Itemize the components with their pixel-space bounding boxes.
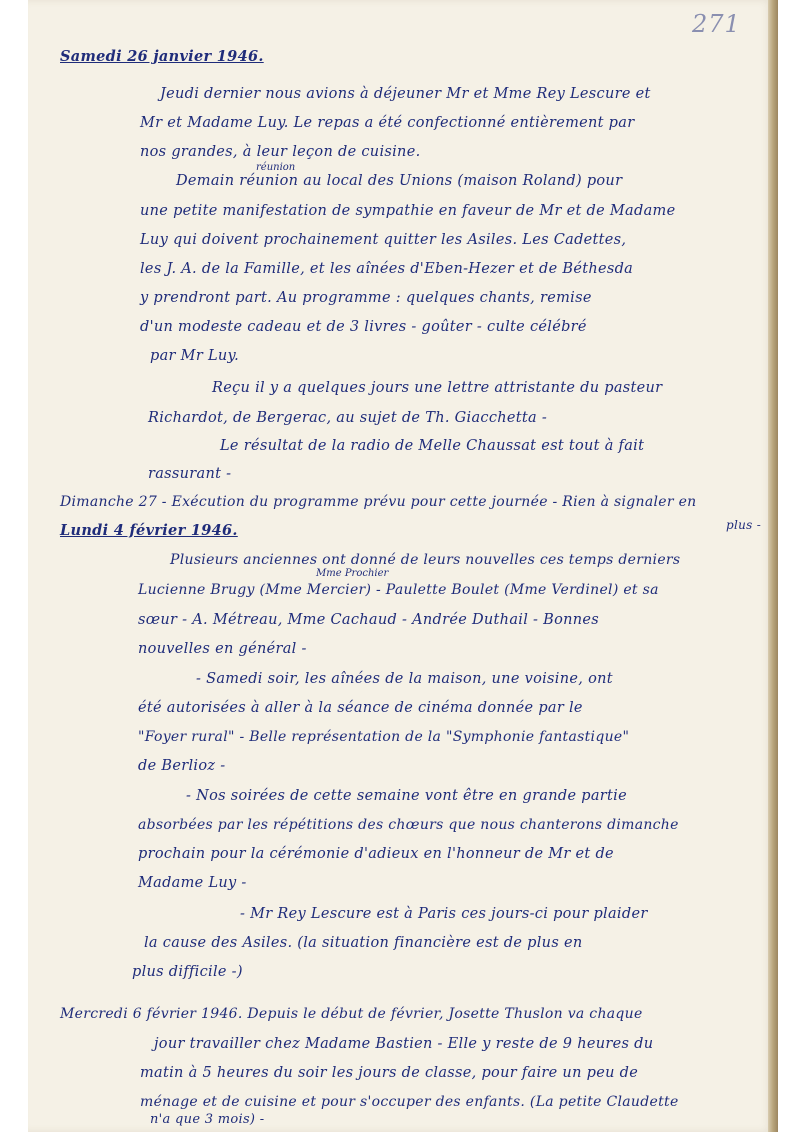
text-line: Richardot, de Bergerac, au sujet de Th. Giacchetta -: [148, 410, 548, 426]
text-line: Mr et Madame Luy. Le repas a été confectionné entièrement par: [140, 115, 635, 131]
text-line: une petite manifestation de sympathie en faveur de Mr et de Madame: [140, 203, 676, 219]
text-line: sœur - A. Métreau, Mme Cachaud - Andrée Duthail - Bonnes: [138, 612, 600, 628]
text-line: - Samedi soir, les aînées de la maison, une voisine, ont: [196, 671, 613, 687]
text-line: nos grandes, à leur leçon de cuisine.: [140, 144, 421, 160]
page-number: 271: [692, 10, 741, 38]
text-line: plus -: [726, 518, 762, 532]
text-line: matin à 5 heures du soir les jours de classe, pour faire un peu de: [140, 1065, 639, 1081]
entry-date-samedi: Samedi 26 janvier 1946.: [60, 48, 264, 65]
outer-margin: [778, 0, 800, 1132]
text-line: jour travailler chez Madame Bastien - Elle y reste de 9 heures du: [154, 1036, 654, 1052]
page-binding: [768, 0, 778, 1132]
text-line: Luy qui doivent prochainement quitter les Asiles. Les Cadettes,: [140, 232, 627, 248]
insertion-note: Mme Prochier: [316, 568, 389, 579]
text-line: n'a que 3 mois) -: [150, 1112, 265, 1127]
text-line: les J. A. de la Famille, et les aînées d'Eben-Hezer et de Béthesda: [140, 261, 634, 277]
text-line: Demain réunion au local des Unions (maison Roland) pour: [176, 173, 623, 189]
text-line: nouvelles en général -: [138, 641, 307, 657]
entry-date-mercredi: Mercredi 6 février 1946. Depuis le début de février, Josette Thuslon va chaque: [60, 1006, 643, 1022]
text-line: été autorisées à aller à la séance de cinéma donnée par le: [138, 700, 583, 716]
entry-date-lundi: Lundi 4 février 1946.: [60, 522, 238, 539]
text-line: Le résultat de la radio de Melle Chaussat est tout à fait: [220, 438, 645, 454]
text-line: Plusieurs anciennes ont donné de leurs nouvelles ces temps derniers: [170, 552, 681, 568]
text-line: absorbées par les répétitions des chœurs que nous chanterons dimanche: [138, 817, 679, 833]
text-line: Lucienne Brugy (Mme Mercier) - Paulette Boulet (Mme Verdinel) et sa: [138, 582, 659, 598]
text-line: la cause des Asiles. (la situation financière est de plus en: [144, 935, 583, 951]
text-line: de Berlioz -: [138, 758, 226, 774]
text-line: ménage et de cuisine et pour s'occuper des enfants. (La petite Claudette: [140, 1094, 679, 1110]
text-line: - Mr Rey Lescure est à Paris ces jours-ci pour plaider: [240, 906, 648, 922]
text-line: "Foyer rural" - Belle représentation de la "Symphonie fantastique": [138, 729, 630, 745]
text-line: y prendront part. Au programme : quelques chants, remise: [140, 290, 592, 306]
text-line: Madame Luy -: [138, 875, 247, 891]
text-line: plus difficile -): [132, 964, 243, 980]
text-line: Jeudi dernier nous avions à déjeuner Mr et Mme Rey Lescure et: [160, 86, 651, 102]
text-line: par Mr Luy.: [150, 348, 239, 364]
insertion-note: réunion: [256, 162, 296, 173]
entry-date-dimanche: Dimanche 27 - Exécution du programme prévu pour cette journée - Rien à signaler en: [60, 494, 697, 510]
text-line: rassurant -: [148, 466, 232, 482]
text-line: - Nos soirées de cette semaine vont être en grande partie: [186, 788, 627, 804]
text-line: d'un modeste cadeau et de 3 livres - goûter - culte célébré: [140, 319, 587, 335]
text-line: prochain pour la cérémonie d'adieux en l'honneur de Mr et de: [138, 846, 614, 862]
text-line: Reçu il y a quelques jours une lettre attristante du pasteur: [212, 380, 663, 396]
